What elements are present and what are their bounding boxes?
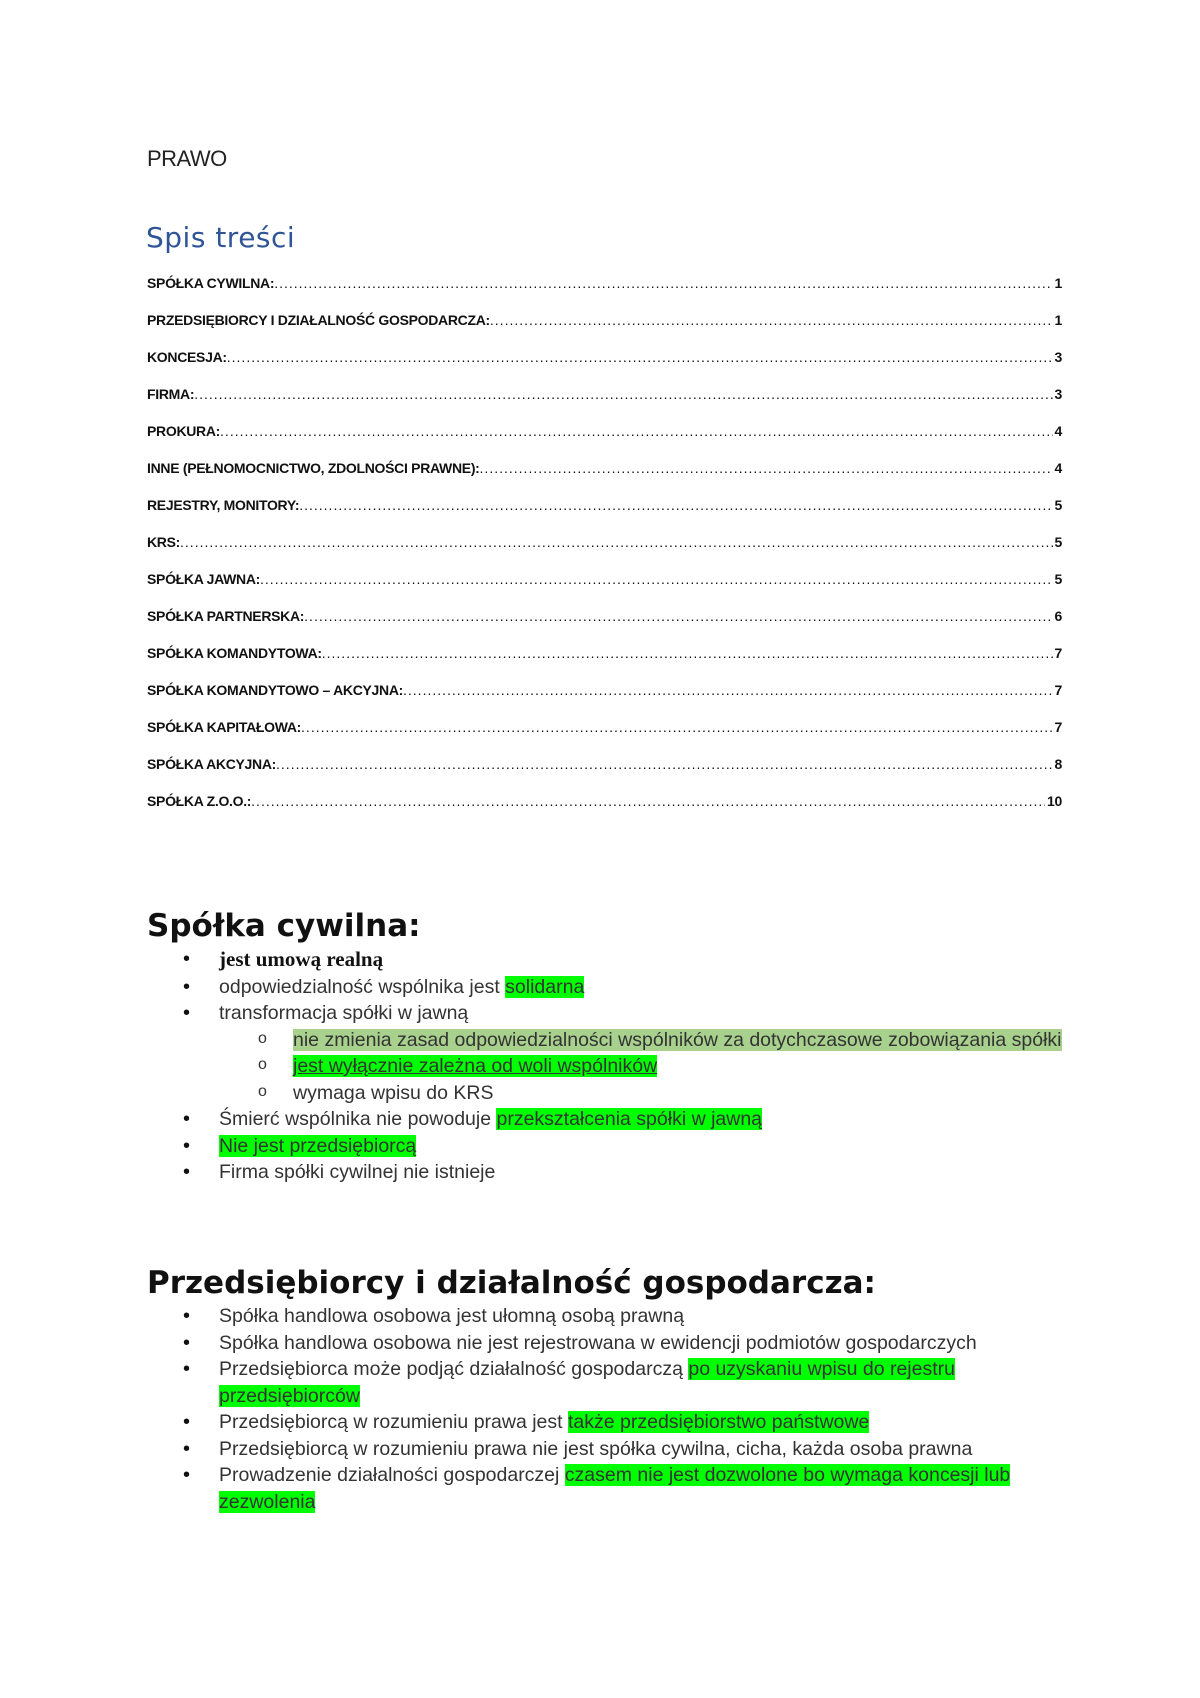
- toc-entry-page: 4: [1054, 423, 1062, 439]
- toc-leader-dots: [301, 719, 1052, 735]
- sub-list: [219, 1027, 1067, 1107]
- list-item-text: wymaga wpisu do KRS: [293, 1081, 494, 1104]
- toc-entry[interactable]: [147, 460, 1062, 497]
- list-item-text: transformacja spółki w jawną: [219, 1002, 469, 1024]
- list-item: [147, 1356, 1067, 1409]
- highlighted-text: także przedsiębiorstwo państwowe: [567, 1411, 870, 1433]
- toc-leader-dots: [251, 793, 1045, 809]
- toc-leader-dots: [220, 423, 1052, 439]
- toc-leader-dots: [490, 312, 1053, 328]
- sub-list-item: [147, 1080, 1067, 1107]
- list-item-text: Przedsiębiorcą w rozumieniu prawa nie jest spółka cywilna, cicha, każda osoba prawna: [219, 1437, 973, 1460]
- section-przedsiebiorcy: [147, 1263, 1067, 1515]
- toc-leader-dots: [260, 571, 1052, 587]
- toc-entry[interactable]: [147, 275, 1062, 312]
- highlighted-text: solidarna: [505, 975, 585, 998]
- toc-entry-label: PROKURA:: [147, 423, 221, 439]
- section-heading: Przedsiębiorcy i działalność gospodarcza:: [147, 1265, 876, 1301]
- toc-entry-label: SPÓŁKA KOMANDYTOWA:: [147, 645, 322, 661]
- toc-entry-label: INNE (PEŁNOMOCNICTWO, ZDOLNOŚCI PRAWNE):: [147, 460, 480, 476]
- list-item: [147, 946, 1067, 974]
- bullet-list: [147, 1303, 1067, 1515]
- toc-entry-label: SPÓŁKA AKCYJNA:: [147, 756, 277, 772]
- highlighted-text: po uzyskaniu wpisu do rejestru przedsiębiorców: [219, 1358, 955, 1407]
- toc-entry[interactable]: [147, 719, 1062, 756]
- toc-heading: Spis treści: [146, 221, 296, 254]
- list-item: [147, 1462, 1067, 1515]
- toc-entry-label: SPÓŁKA CYWILNA:: [147, 275, 275, 291]
- toc-entry-page: 7: [1054, 682, 1062, 698]
- toc-entry-page: 5: [1054, 571, 1062, 587]
- toc-entry-page: 5: [1054, 497, 1062, 513]
- toc-leader-dots: [322, 645, 1053, 661]
- toc-entry-label: REJESTRY, MONITORY:: [147, 497, 300, 513]
- toc-leader-dots: [227, 349, 1053, 365]
- toc-entry[interactable]: [147, 756, 1062, 793]
- toc-leader-dots: [274, 275, 1052, 291]
- highlighted-text: przekształcenia spółki w jawną: [496, 1108, 763, 1130]
- toc-entry[interactable]: [147, 608, 1062, 645]
- toc-leader-dots: [304, 608, 1052, 624]
- table-of-contents: [147, 275, 1062, 830]
- toc-leader-dots: [276, 756, 1052, 772]
- toc-entry-page: 4: [1054, 460, 1062, 476]
- list-item-text: Firma spółki cywilnej nie istnieje: [219, 1161, 496, 1183]
- toc-entry-label: SPÓŁKA KOMANDYTOWO – AKCYJNA:: [147, 682, 404, 698]
- toc-leader-dots: [480, 460, 1053, 476]
- list-item: [147, 1436, 1067, 1463]
- toc-entry-page: 3: [1054, 386, 1062, 402]
- list-item: [147, 1159, 1067, 1186]
- toc-entry-label: SPÓŁKA Z.O.O.:: [147, 793, 252, 809]
- sub-list-item: [147, 1027, 1067, 1054]
- toc-leader-dots: [194, 386, 1052, 402]
- toc-entry-page: 8: [1054, 756, 1062, 772]
- list-item-text: Prowadzenie działalności gospodarczej: [219, 1464, 565, 1486]
- toc-entry-page: 1: [1054, 312, 1062, 328]
- toc-entry[interactable]: [147, 349, 1062, 386]
- highlighted-text: nie zmienia zasad odpowiedzialności wspólników za dotychczasowe zobowiązania spółki: [293, 1028, 1062, 1051]
- highlighted-text: czasem nie jest dozwolone bo wymaga koncesji lub zezwolenia: [219, 1464, 1011, 1513]
- toc-entry-page: 3: [1054, 349, 1062, 365]
- list-item: [147, 1330, 1067, 1357]
- toc-entry-page: 1: [1054, 275, 1062, 291]
- section-heading: Spółka cywilna:: [147, 908, 421, 944]
- list-item-text: Spółka handlowa osobowa jest ułomną osobą prawną: [219, 1305, 685, 1327]
- list-item: [147, 1106, 1067, 1133]
- toc-entry[interactable]: [147, 312, 1062, 349]
- document-title: PRAWO: [147, 146, 227, 171]
- toc-leader-dots: [403, 682, 1052, 698]
- highlighted-text: jest wyłącznie zależna od woli wspólników: [293, 1055, 658, 1077]
- toc-entry[interactable]: [147, 682, 1062, 719]
- list-item-text: Spółka handlowa osobowa nie jest rejestrowana w ewidencji podmiotów gospodarczych: [219, 1331, 977, 1354]
- toc-entry-page: 7: [1054, 719, 1062, 735]
- section-spolka-cywilna: [147, 906, 1067, 1186]
- highlighted-text: Nie jest przedsiębiorcą: [219, 1134, 417, 1157]
- toc-entry-label: SPÓŁKA PARTNERSKA:: [147, 608, 305, 624]
- list-item-text: Przedsiębiorcą w rozumieniu prawa jest: [219, 1411, 568, 1433]
- toc-entry-label: SPÓŁKA JAWNA:: [147, 571, 261, 587]
- toc-entry[interactable]: [147, 645, 1062, 682]
- list-item-text: jest umową realną: [219, 947, 384, 971]
- list-item-text: Śmierć wspólnika nie powoduje: [219, 1108, 497, 1130]
- toc-leader-dots: [180, 534, 1052, 550]
- toc-entry[interactable]: [147, 386, 1062, 423]
- list-item: [147, 1000, 1067, 1106]
- toc-entry[interactable]: [147, 497, 1062, 534]
- toc-entry-page: 10: [1047, 793, 1062, 809]
- toc-entry-page: 5: [1054, 534, 1062, 550]
- list-item-text: Przedsiębiorca może podjąć działalność gospodarczą: [219, 1358, 689, 1380]
- toc-entry-page: 7: [1054, 645, 1062, 661]
- list-item: [147, 974, 1067, 1001]
- toc-entry-page: 6: [1054, 608, 1062, 624]
- toc-entry-label: SPÓŁKA KAPITAŁOWA:: [147, 719, 302, 735]
- toc-entry-label: KRS:: [147, 534, 181, 550]
- toc-entry-label: FIRMA:: [147, 386, 195, 402]
- toc-entry[interactable]: [147, 534, 1062, 571]
- toc-entry-label: PRZEDSIĘBIORCY I DZIAŁALNOŚĆ GOSPODARCZA:: [147, 312, 490, 328]
- toc-entry-label: KONCESJA:: [147, 349, 227, 365]
- toc-entry[interactable]: [147, 423, 1062, 460]
- list-item-text: odpowiedzialność wspólnika jest: [219, 975, 506, 998]
- toc-entry[interactable]: [147, 793, 1062, 830]
- sub-list-item: [147, 1053, 1067, 1080]
- bullet-list: [147, 946, 1067, 1186]
- list-item: [147, 1409, 1067, 1436]
- toc-entry[interactable]: [147, 571, 1062, 608]
- toc-leader-dots: [299, 497, 1052, 513]
- list-item: [147, 1303, 1067, 1330]
- list-item: [147, 1133, 1067, 1160]
